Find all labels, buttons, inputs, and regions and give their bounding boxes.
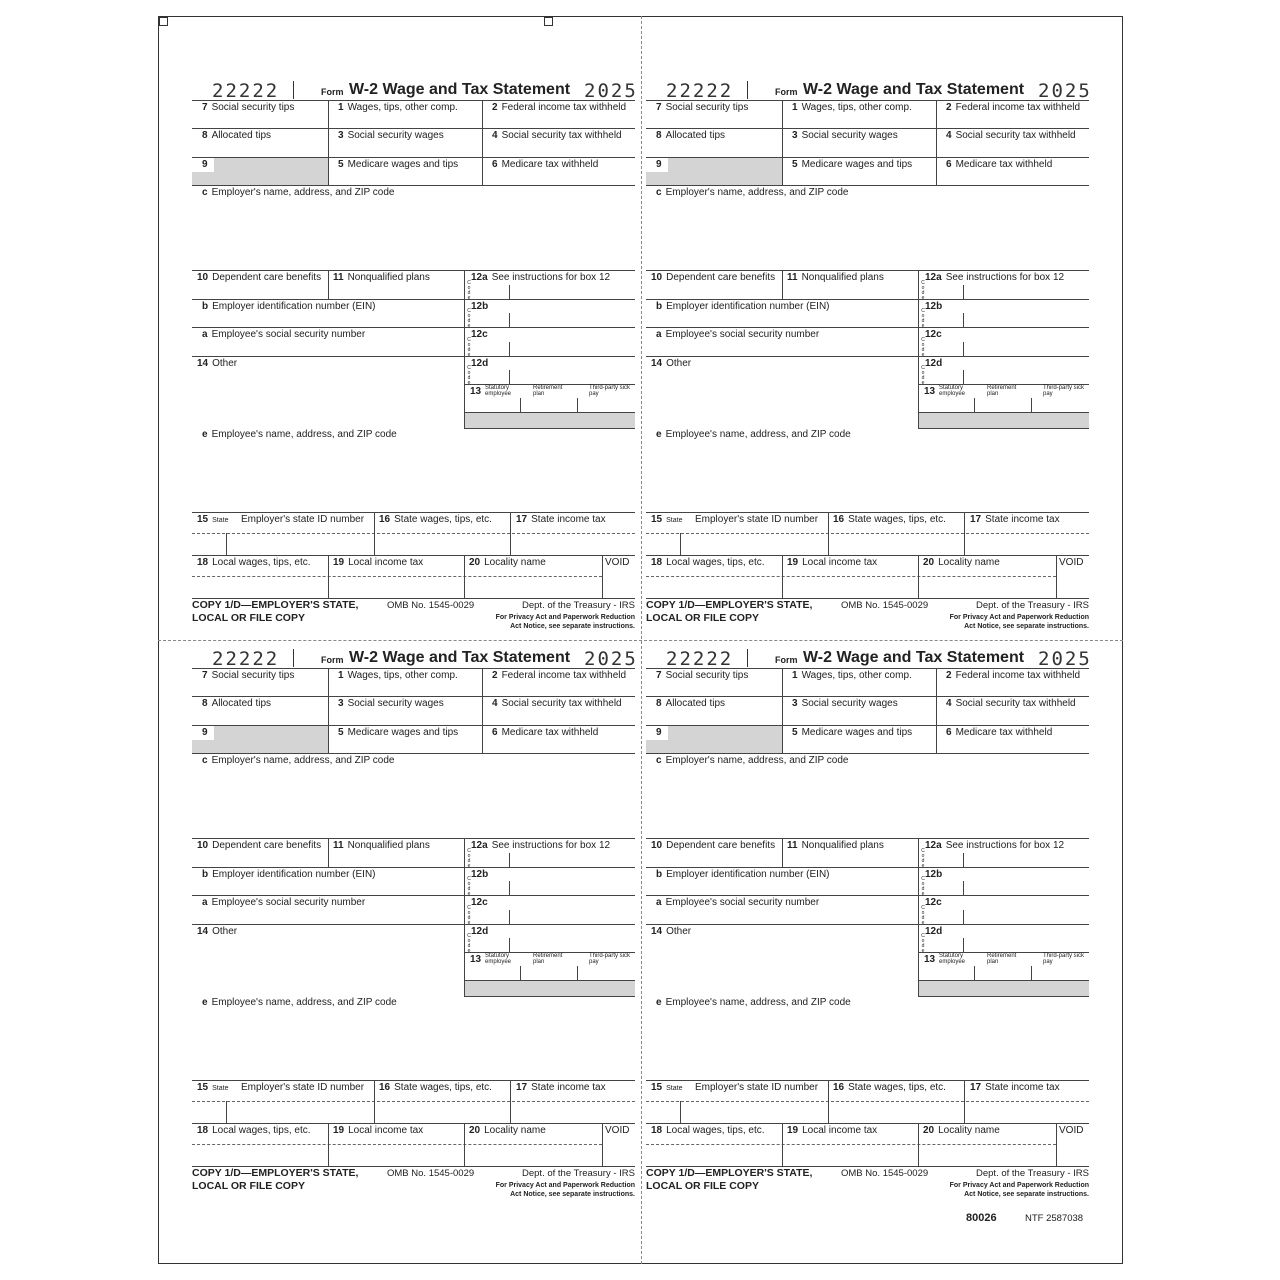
form-year: 2025 [584,80,638,102]
box-19-label: 19 Local income tax [787,1125,878,1136]
box-a-label: a Employee's social security number [202,329,366,340]
box-12d-label: 12d [925,358,943,369]
horizontal-perforation [158,640,1123,641]
void-label: VOID [605,557,630,568]
box-15-id-label: Employer's state ID number [241,514,365,525]
form-number: 80026 [966,1212,997,1224]
box-14-label: 14 Other [651,358,692,369]
box-6-label: 6 Medicare tax withheld [492,159,599,170]
code-letters: C o d e [467,933,471,954]
box-8-label: 8 Allocated tips [656,130,726,141]
box-10-label: 10 Dependent care benefits [197,840,322,851]
code-letters: C o d e [467,365,471,386]
box-8-label: 8 Allocated tips [656,698,726,709]
box-20-label: 20 Locality name [923,557,1000,568]
retirement-plan-label: Retirement plan [533,385,563,397]
box-4-label: 4 Social security tax withheld [946,130,1076,141]
box-15-id-label: Employer's state ID number [695,514,819,525]
box-9-label: 9 [202,727,208,738]
box-12d-label: 12d [925,926,943,937]
box-12c-label: 12c [925,329,942,340]
box-12c-label: 12c [925,897,942,908]
form-year: 2025 [1038,648,1092,670]
statutory-employee-label: Statutory employee [939,953,966,965]
box-20-label: 20 Locality name [923,1125,1000,1136]
omb-number: OMB No. 1545-0029 [841,1168,929,1179]
dept-treasury: Dept. of the Treasury - IRS [976,1168,1089,1179]
box-12a-label: 12a See instructions for box 12 [925,840,1065,851]
box-15-label: 15 State [651,514,683,525]
box-6-label: 6 Medicare tax withheld [492,727,599,738]
box-11-label: 11 Nonqualified plans [787,272,884,283]
dept-treasury: Dept. of the Treasury - IRS [976,600,1089,611]
box-1-label: 1 Wages, tips, other comp. [792,102,912,113]
form-word: Form [775,655,798,665]
box-13-label: 13 [470,954,482,965]
box-4-label: 4 Social security tax withheld [492,130,622,141]
w2-form-copy [192,80,638,640]
box-12b-label: 12b [925,869,943,880]
omb-number: OMB No. 1545-0029 [841,600,929,611]
box-7-label: 7 Social security tips [656,670,749,681]
privacy-notice: For Privacy Act and Paperwork Reduction Act Notice, see separate instructions. [949,614,1089,630]
box-9-label: 9 [656,727,662,738]
code-letters: C o d e [921,876,925,897]
third-party-sick-pay-label: Third-party sick pay [1043,953,1085,965]
box-c-label: c Employer's name, address, and ZIP code [656,187,849,198]
box-7-label: 7 Social security tips [202,670,295,681]
box-b-label: b Employer identification number (EIN) [656,869,830,880]
box-15-label: 15 State [651,1082,683,1093]
code-letters: C o d e [921,848,925,869]
box-b-label: b Employer identification number (EIN) [202,301,376,312]
form-code: 22222 [666,648,734,670]
box-15-id-label: Employer's state ID number [241,1082,365,1093]
form-code: 22222 [666,80,734,102]
void-label: VOID [1059,1125,1084,1136]
code-divider [293,649,294,667]
box-a-label: a Employee's social security number [202,897,366,908]
box-11-label: 11 Nonqualified plans [787,840,884,851]
box-12d-label: 12d [471,358,489,369]
code-letters: C o d e [921,308,925,329]
omb-number: OMB No. 1545-0029 [387,600,475,611]
box-12a-label: 12a See instructions for box 12 [471,272,611,283]
box-17-label: 17 State income tax [516,1082,606,1093]
omb-number: OMB No. 1545-0029 [387,1168,475,1179]
third-party-sick-pay-label: Third-party sick pay [589,385,631,397]
box-c-label: c Employer's name, address, and ZIP code [202,755,395,766]
box-14-label: 14 Other [651,926,692,937]
code-letters: C o d e [467,308,471,329]
dept-treasury: Dept. of the Treasury - IRS [522,1168,635,1179]
form-word: Form [321,655,344,665]
third-party-sick-pay-label: Third-party sick pay [1043,385,1085,397]
form-title: W-2 Wage and Tax Statement [349,649,571,666]
form-code: 22222 [212,648,280,670]
box-7-label: 7 Social security tips [656,102,749,113]
box-8-label: 8 Allocated tips [202,698,272,709]
box-19-label: 19 Local income tax [787,557,878,568]
box-6-label: 6 Medicare tax withheld [946,727,1053,738]
box-19-label: 19 Local income tax [333,1125,424,1136]
code-letters: C o d e [467,876,471,897]
box-20-label: 20 Locality name [469,557,546,568]
box-5-label: 5 Medicare wages and tips [338,159,459,170]
code-letters: C o d e [921,905,925,926]
privacy-notice: For Privacy Act and Paperwork Reduction Act Notice, see separate instructions. [495,1182,635,1198]
box-16-label: 16 State wages, tips, etc. [379,514,492,525]
box-10-label: 10 Dependent care benefits [651,272,776,283]
box-1-label: 1 Wages, tips, other comp. [338,102,458,113]
box-c-label: c Employer's name, address, and ZIP code [656,755,849,766]
box-19-label: 19 Local income tax [333,557,424,568]
third-party-sick-pay-label: Third-party sick pay [589,953,631,965]
code-letters: C o d e [467,905,471,926]
box-12c-label: 12c [471,329,488,340]
box-e-label: e Employee's name, address, and ZIP code [202,997,397,1008]
box-12b-label: 12b [925,301,943,312]
code-divider [747,81,748,99]
box-7-label: 7 Social security tips [202,102,295,113]
code-letters: C o d e [921,933,925,954]
box-8-label: 8 Allocated tips [202,130,272,141]
box-10-label: 10 Dependent care benefits [651,840,776,851]
box-e-label: e Employee's name, address, and ZIP code [202,429,397,440]
box-12a-label: 12a See instructions for box 12 [471,840,611,851]
box-15-label: 15 State [197,1082,229,1093]
box-3-label: 3 Social security wages [338,130,444,141]
w2-form-copy [646,648,1092,1208]
form-title: W-2 Wage and Tax Statement [803,649,1025,666]
code-letters: C o d e [467,848,471,869]
form-word: Form [775,87,798,97]
box-2-label: 2 Federal income tax withheld [492,670,627,681]
box-3-label: 3 Social security wages [792,130,898,141]
box-3-label: 3 Social security wages [338,698,444,709]
box-16-label: 16 State wages, tips, etc. [379,1082,492,1093]
code-letters: C o d e [921,365,925,386]
box-11-label: 11 Nonqualified plans [333,272,430,283]
privacy-notice: For Privacy Act and Paperwork Reduction Act Notice, see separate instructions. [495,614,635,630]
box-5-label: 5 Medicare wages and tips [792,159,913,170]
box-9-label: 9 [202,159,208,170]
box-12b-label: 12b [471,301,489,312]
form-word: Form [321,87,344,97]
copy-designation: COPY 1/D—EMPLOYER'S STATE, LOCAL OR FILE COPY [192,599,359,624]
retirement-plan-label: Retirement plan [987,953,1017,965]
box-5-label: 5 Medicare wages and tips [792,727,913,738]
form-title: W-2 Wage and Tax Statement [803,81,1025,98]
void-label: VOID [1059,557,1084,568]
box-e-label: e Employee's name, address, and ZIP code [656,997,851,1008]
box-11-label: 11 Nonqualified plans [333,840,430,851]
box-20-label: 20 Locality name [469,1125,546,1136]
registration-mark [544,17,553,26]
copy-designation: COPY 1/D—EMPLOYER'S STATE, LOCAL OR FILE COPY [646,1167,813,1192]
box-14-label: 14 Other [197,358,238,369]
box-12a-label: 12a See instructions for box 12 [925,272,1065,283]
box-3-label: 3 Social security wages [792,698,898,709]
retirement-plan-label: Retirement plan [533,953,563,965]
box-14-label: 14 Other [197,926,238,937]
box-a-label: a Employee's social security number [656,329,820,340]
dept-treasury: Dept. of the Treasury - IRS [522,600,635,611]
box-13-label: 13 [470,386,482,397]
box-16-label: 16 State wages, tips, etc. [833,1082,946,1093]
code-letters: C o d e [467,337,471,358]
statutory-employee-label: Statutory employee [939,385,966,397]
box-6-label: 6 Medicare tax withheld [946,159,1053,170]
box-2-label: 2 Federal income tax withheld [946,670,1081,681]
w2-form-copy [646,80,1092,640]
box-18-label: 18 Local wages, tips, etc. [197,1125,311,1136]
box-17-label: 17 State income tax [516,514,606,525]
box-12c-label: 12c [471,897,488,908]
form-year: 2025 [584,648,638,670]
box-1-label: 1 Wages, tips, other comp. [792,670,912,681]
box-b-label: b Employer identification number (EIN) [202,869,376,880]
registration-mark [159,17,168,26]
privacy-notice: For Privacy Act and Paperwork Reduction Act Notice, see separate instructions. [949,1182,1089,1198]
box-17-label: 17 State income tax [970,1082,1060,1093]
box-18-label: 18 Local wages, tips, etc. [651,557,765,568]
retirement-plan-label: Retirement plan [987,385,1017,397]
box-12b-label: 12b [471,869,489,880]
box-5-label: 5 Medicare wages and tips [338,727,459,738]
box-15-label: 15 State [197,514,229,525]
box-2-label: 2 Federal income tax withheld [492,102,627,113]
box-12d-label: 12d [471,926,489,937]
copy-designation: COPY 1/D—EMPLOYER'S STATE, LOCAL OR FILE COPY [192,1167,359,1192]
box-4-label: 4 Social security tax withheld [946,698,1076,709]
form-code: 22222 [212,80,280,102]
box-18-label: 18 Local wages, tips, etc. [651,1125,765,1136]
code-divider [747,649,748,667]
form-year: 2025 [1038,80,1092,102]
box-16-label: 16 State wages, tips, etc. [833,514,946,525]
box-13-label: 13 [924,386,936,397]
code-divider [293,81,294,99]
ntf-number: NTF 2587038 [1025,1213,1084,1224]
box-a-label: a Employee's social security number [656,897,820,908]
box-17-label: 17 State income tax [970,514,1060,525]
copy-designation: COPY 1/D—EMPLOYER'S STATE, LOCAL OR FILE COPY [646,599,813,624]
statutory-employee-label: Statutory employee [485,953,512,965]
statutory-employee-label: Statutory employee [485,385,512,397]
box-18-label: 18 Local wages, tips, etc. [197,557,311,568]
box-10-label: 10 Dependent care benefits [197,272,322,283]
code-letters: C o d e [921,280,925,301]
code-letters: C o d e [467,280,471,301]
box-2-label: 2 Federal income tax withheld [946,102,1081,113]
box-9-label: 9 [656,159,662,170]
box-4-label: 4 Social security tax withheld [492,698,622,709]
box-15-id-label: Employer's state ID number [695,1082,819,1093]
form-title: W-2 Wage and Tax Statement [349,81,571,98]
code-letters: C o d e [921,337,925,358]
box-13-label: 13 [924,954,936,965]
box-b-label: b Employer identification number (EIN) [656,301,830,312]
void-label: VOID [605,1125,630,1136]
box-c-label: c Employer's name, address, and ZIP code [202,187,395,198]
box-1-label: 1 Wages, tips, other comp. [338,670,458,681]
box-e-label: e Employee's name, address, and ZIP code [656,429,851,440]
w2-form-copy [192,648,638,1208]
